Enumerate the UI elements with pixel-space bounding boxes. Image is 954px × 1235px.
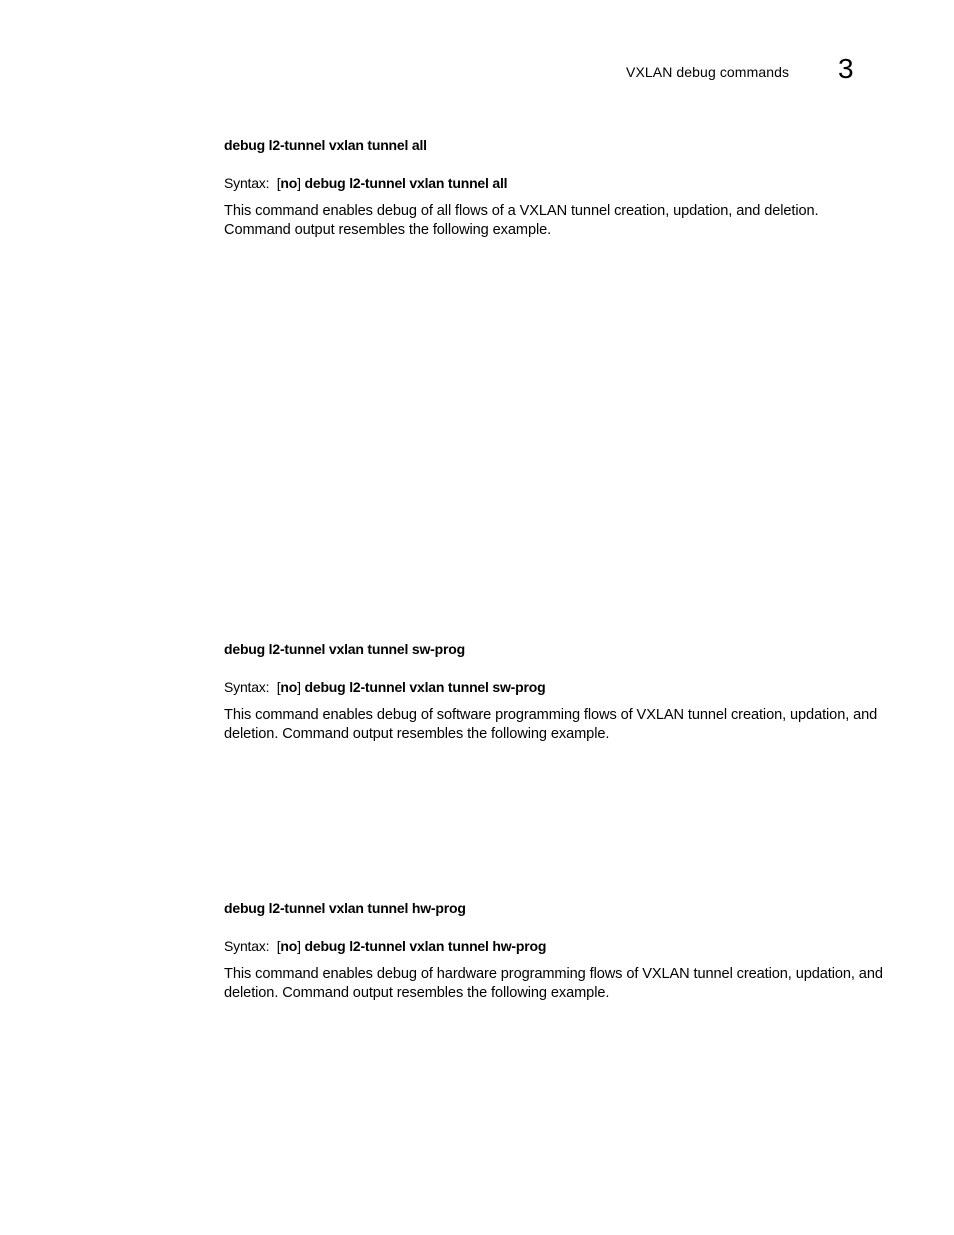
section-heading: debug l2-tunnel vxlan tunnel hw-prog bbox=[224, 900, 466, 916]
chapter-number: 3 bbox=[838, 53, 854, 84]
syntax-no-keyword: no bbox=[280, 938, 298, 954]
syntax-command: debug l2-tunnel vxlan tunnel hw-prog bbox=[304, 938, 547, 954]
syntax-label: Syntax: bbox=[224, 679, 270, 695]
syntax-line bbox=[224, 937, 884, 955]
syntax-no-keyword: no bbox=[280, 175, 298, 191]
section-heading: debug l2-tunnel vxlan tunnel sw-prog bbox=[224, 641, 465, 657]
syntax-command: debug l2-tunnel vxlan tunnel sw-prog bbox=[304, 679, 546, 695]
section-description: This command enables debug of hardware programming flows of VXLAN tunnel creation, updation, and deletion. Command output resembles the following example. bbox=[224, 966, 883, 1001]
section-heading: debug l2-tunnel vxlan tunnel all bbox=[224, 137, 427, 153]
syntax-bracket-open: [ bbox=[276, 938, 281, 954]
syntax-line bbox=[224, 678, 884, 696]
syntax-label: Syntax: bbox=[224, 175, 270, 191]
section-tunnel-sw-prog bbox=[224, 640, 884, 743]
syntax-bracket-close: ] bbox=[297, 175, 301, 191]
section-description: This command enables debug of all flows of a VXLAN tunnel creation, updation, and deletion. Command output resembles the following example. bbox=[224, 203, 819, 238]
syntax-no-keyword: no bbox=[280, 679, 298, 695]
syntax-bracket-close: ] bbox=[297, 938, 301, 954]
syntax-label: Syntax: bbox=[224, 938, 270, 954]
section-description: This command enables debug of software programming flows of VXLAN tunnel creation, updation, and deletion. Command output resembles the following example. bbox=[224, 707, 878, 742]
section-tunnel-hw-prog bbox=[224, 899, 884, 1002]
syntax-bracket-open: [ bbox=[276, 679, 281, 695]
syntax-command: debug l2-tunnel vxlan tunnel all bbox=[304, 175, 508, 191]
syntax-bracket-open: [ bbox=[276, 175, 281, 191]
section-tunnel-all bbox=[224, 136, 884, 239]
running-header-title: VXLAN debug commands bbox=[626, 64, 790, 80]
syntax-line bbox=[224, 174, 884, 192]
syntax-bracket-close: ] bbox=[297, 679, 301, 695]
